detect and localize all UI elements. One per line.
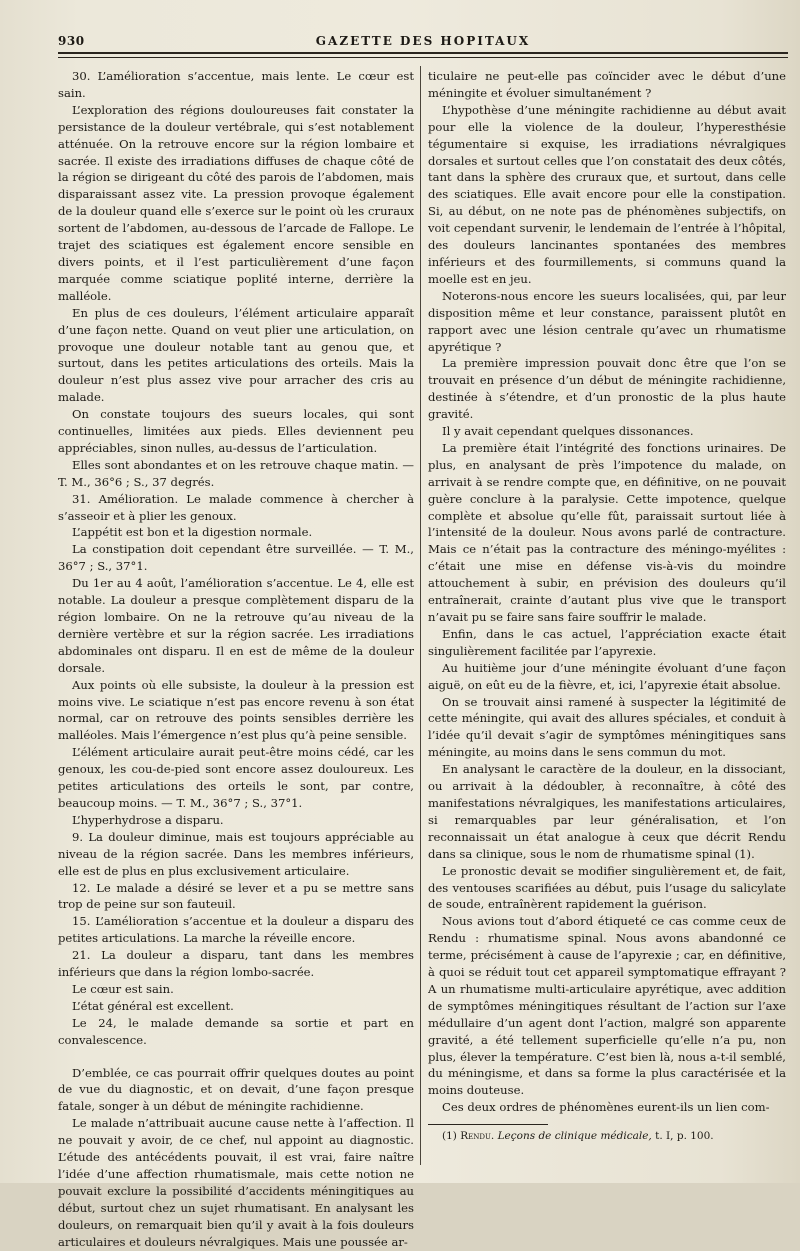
paragraph: 31. Amélioration. Le malade commence à chercher à s’asseoir et à plier les genoux. [58, 491, 414, 523]
page-number: 930 [58, 34, 85, 48]
paragraph: Le pronostic devait se modifier singulièrement et, de fait, des ventouses scarifiées au début, puis l’usage du salicylate de soude, entraînèrent rapidement la guérison. [428, 863, 786, 912]
paragraph: Le cœur est sain. [72, 981, 174, 996]
paragraph: Le malade n’attribuait aucune cause nette à l’affection. Il ne pouvait y avoir, de ce chef, nul appoint au diagnostic. L’étude des antécédents pouvait, il est vrai, faire naître l’idée d’une affection rhumatismale, mais cette notion ne pouvait exclure la possibilité d’accidents méningitiques au début, surtout chez un sujet rhumatisant. En analysant les douleurs, on remarquait bien qu’il y avait à la fois douleurs articulaires et douleurs névralgiques. Mais une poussée ar- [58, 1116, 414, 1249]
paragraph: 30. L’amélioration s’accentue, mais lente. Le cœur est sain. [58, 69, 414, 100]
paragraph: Ces deux ordres de phénomènes eurent-ils un lien com- [442, 1100, 770, 1115]
paragraph: Du 1er au 4 août, l’amélioration s’accentue. Le 4, elle est notable. La douleur a presque complètement disparu de la région lombaire. On ne la retrouve qu’au niveau de la dernière vertèbre et sur la région sacrée. Les irradiations abdominales ont disparu. Il en est de même de la douleur dorsale. [58, 576, 414, 675]
paragraph: Il y avait cependant quelques dissonances. [442, 424, 694, 439]
footnote-marker: (1) [442, 1130, 457, 1143]
paragraph: En plus de ces douleurs, l’élément articulaire apparaît d’une façon nette. Quand on veut plier une articulation, on provoque une douleur notable tant au genou que, et surtout, dans les petites articulations des orteils. Mais la douleur n’est plus assez vive pour arracher des cris au malade. [58, 305, 414, 405]
paragraph: Noterons-nous encore les sueurs localisées, qui, par leur disposition même et leur constance, paraissent plutôt en rapport avec une lésion centrale qu’avec un rhumatisme apyrétique ? [428, 288, 786, 354]
paragraph: L’appétit est bon et la digestion normale. [72, 525, 313, 540]
paragraph: 15. L’amélioration s’accentue et la douleur a disparu des petites articulations. La marche la réveille encore. [58, 914, 414, 946]
header-rule-thin [58, 57, 788, 58]
paragraph: 12. Le malade a désiré se lever et a pu se mettre sans trop de peine sur son fauteuil. [58, 880, 414, 912]
paragraph: Enfin, dans le cas actuel, l’appréciation exacte était singulièrement facilitée par l’apyrexie. [428, 626, 786, 658]
paragraph: L’hyperhydrose a disparu. [72, 812, 224, 827]
paragraph: ticulaire ne peut-elle pas coïncider avec le début d’une méningite et évoluer simultanément ? [428, 69, 786, 100]
footnote-ref: t. I, p. 100. [655, 1130, 714, 1143]
paragraph: On se trouvait ainsi ramené à suspecter la légitimité de cette méningite, qui avait des allures spéciales, et conduit à l’idée qu’il devait s’agir de symptômes méningitiques sans méningite, au moins dans le sens commun du mot. [428, 694, 786, 760]
paragraph: Au huitième jour d’une méningite évoluant d’une façon aiguë, on eût eu de la fièvre, et, ici, l’apyrexie était absolue. [428, 660, 786, 692]
header-rule-thick [58, 52, 788, 54]
footnote [428, 1129, 786, 1143]
paragraph: Nous avions tout d’abord étiqueté ce cas comme ceux de Rendu : rhumatisme spinal. Nous avons abandonné ce terme, précisément à cause de l’apyrexie ; car, en définitive, à quoi se réduit tout cet appareil symptomatique effrayant ? A un rhumatisme multi-articulaire apyrétique, avec addition de symptômes méningitiques résultant de l’action sur l’axe médullaire d’un agent dont l’action, malgré son apparente gravité, a été tellement superficielle qu’elle n’a pu, non plus, élever la température. C’est bien là, nous a-t-il semblé, du méningisme, et dans sa forme la plus caractérisée et la moins douteuse. [428, 914, 786, 1098]
paragraph: La constipation doit cependant être surveillée. — T. M., 36°7 ; S., 37°1. [58, 542, 414, 574]
footnote-title: Leçons de clinique médicale, [497, 1130, 652, 1143]
paragraph: L’exploration des régions douloureuses fait constater la persistance de la douleur vertébrale, qui s’est notablement atténuée. On la retrouve encore sur la région lombaire et sacrée. Il existe des irradiations diffuses de chaque côté de la région se dirigeant du côté des parois de l’abdomen, mais disparaissant assez vite. La pression provoque également de la douleur quand elle s’exerce sur le point où les cruraux sortent de l’abdomen, au-dessous de l’arcade de Fallope. Le trajet des sciatiques est également encore sensible en divers points, et il l’est particulièrement d’une façon marquée comme sciatique poplité interne, derrière la malléole. [58, 102, 414, 303]
paragraph: Aux points où elle subsiste, la douleur à la pression est moins vive. Le sciatique n’est pas encore revenu à son état normal, car on retrouve des points sensibles derrière les malléoles. Mais l’émergence n’est plus qu’à peine sensible. [58, 677, 414, 743]
paragraph: La première impression pouvait donc être que l’on se trouvait en présence d’un début de méningite rachidienne, destinée à s’étendre, et d’un pronostic de la plus haute gravité. [428, 356, 786, 422]
paragraph: Le 24, le malade demande sa sortie et part en convalescence. [58, 1015, 414, 1047]
paragraph: En analysant le caractère de la douleur, en la dissociant, ou arrivait à la dédoubler, à reconnaître, à côté des manifestations névralgiques, les manifestations articulaires, si remarquables par leur généralisation, et l’on reconnaissait un état analogue à ceux que décrit Rendu dans sa clinique, sous le nom de rhumatisme spinal (1). [428, 762, 786, 861]
page-header [58, 30, 788, 52]
left-column [58, 68, 414, 1251]
paragraph: 9. La douleur diminue, mais est toujours appréciable au niveau de la région sacrée. Dans les membres inférieurs, elle est de plus en plus exclusivement articulaire. [58, 829, 414, 878]
paragraph: L’état général est excellent. [72, 998, 234, 1013]
paragraph: La première était l’intégrité des fonctions urinaires. De plus, en analysant de près l’impotence du malade, on arrivait à se rendre compte que, en définitive, on ne pouvait guère conclure à la paralysie. Cette impotence, quelque complète et absolue qu’elle fût, paraissait surtout liée à l’intensité de la douleur. Nous avons parlé de contracture. Mais ce n’était pas la contracture des méningo-myélites : c’était une mise en défense vis-à-vis du moindre attouchement à subir, en prévision des douleurs qu’il entraînerait, crainte d’autant plus vive que le transport n’avait pu se faire sans faire souffrir le malade. [428, 440, 786, 624]
paragraph: Elles sont abondantes et on les retrouve chaque matin. — T. M., 36°6 ; S., 37 degrés. [58, 457, 414, 489]
footnote-rule [428, 1124, 548, 1125]
paragraph: L’hypothèse d’une méningite rachidienne au début avait pour elle la violence de la douleur, l’hyperesthésie tégumentaire si exquise, les irradiations névralgiques dorsales et surtout celles que l’on constatait des deux côtés, tant dans la sphère des cruraux que, et surtout, dans celle des sciatiques. Elle avait encore pour elle la constipation. Si, au début, on ne note pas de phénomènes subjectifs, on voit cependant survenir, le lendemain de l’entrée à l’hôpital, des douleurs lancinantes spontanées des membres inférieurs et des fourmillements, si communs quand la moelle est en jeu. [428, 102, 786, 286]
footnote-author: Rendu. [460, 1130, 495, 1143]
paragraph: On constate toujours des sueurs locales, qui sont continuelles, limitées aux pieds. Elles deviennent peu appréciables, sinon nulles, au-dessus de l’articulation. [58, 407, 414, 455]
column-divider [420, 66, 421, 1165]
journal-title: GAZETTE DES HOPITAUX [315, 34, 531, 48]
paragraph: L’élément articulaire aurait peut-être moins cédé, car les genoux, les cou-de-pied sont encore assez douloureux. Les petites articulations des orteils le sont, par contre, beaucoup moins. — T. M., 36°7 ; S., 37°1. [58, 745, 414, 810]
right-column [428, 68, 786, 1143]
paragraph: 21. La douleur a disparu, tant dans les membres inférieurs que dans la région lombo-sacrée. [58, 948, 414, 980]
section-gap [58, 1049, 414, 1065]
paragraph: D’emblée, ce cas pourrait offrir quelques doutes au point de vue du diagnostic, et on devait, d’une façon presque fatale, songer à un début de méningite rachidienne. [58, 1065, 414, 1114]
